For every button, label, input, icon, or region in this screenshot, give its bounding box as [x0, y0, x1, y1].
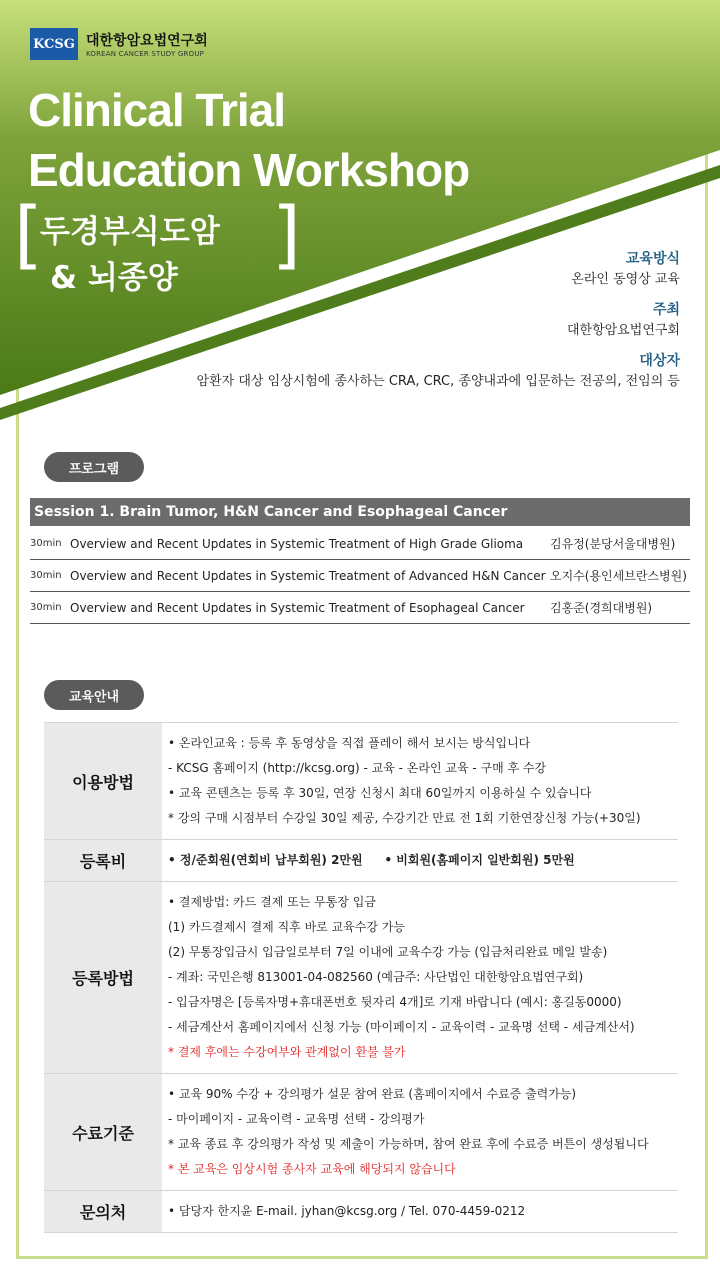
fee-member: • 정/준회원(연회비 납부회원) 2만원	[168, 853, 363, 867]
row-speaker: 김홍준(경희대병원)	[550, 601, 653, 615]
target-label: 대상자	[639, 353, 680, 369]
target-value: 암환자 대상 임상시험에 종사하는 CRA, CRC, 종양내과에 입문하는 전공의, 전임의 등	[196, 374, 680, 389]
row-time: 30min	[30, 602, 62, 613]
subtitle-line-1: 두경부식도암	[40, 214, 220, 250]
register-line-2: (1) 카드결제시 결제 직후 바로 교육수강 가능	[168, 920, 405, 934]
table-row	[30, 528, 690, 560]
program-pill: 프로그램	[44, 452, 144, 482]
row-title: Overview and Recent Updates in Systemic Treatment of High Grade Glioma	[70, 536, 524, 551]
logo-name-en: KOREAN CANCER STUDY GROUP	[86, 50, 205, 58]
subtitle-line-2: & 뇌종양	[50, 260, 178, 296]
guide-table	[44, 722, 678, 1233]
row-speaker: 김유정(분당서울대병원)	[550, 537, 676, 551]
info-block	[197, 248, 680, 401]
row-title: Overview and Recent Updates in Systemic Treatment of Advanced H&N Cancer	[70, 568, 546, 583]
host-label: 주최	[652, 302, 680, 318]
title-line-1: Clinical Trial	[28, 84, 285, 136]
table-row	[30, 560, 690, 592]
complete-line-1: • 교육 90% 수강 + 강의평가 설문 참여 완료 (홈페이지에서 수료증 출력가능)	[168, 1087, 577, 1101]
method-label: 교육방식	[625, 251, 680, 267]
row-title: Overview and Recent Updates in Systemic Treatment of Esophageal Cancer	[70, 600, 525, 615]
session-header: Session 1. Brain Tumor, H&N Cancer and Esophageal Cancer	[30, 498, 690, 526]
logo-name-ko: 대한항암요법연구회	[86, 33, 208, 49]
usage-line-1: • 온라인교육 : 등록 후 동영상을 직접 플레이 해서 보시는 방식입니다	[168, 736, 531, 750]
register-line-1: • 결제방법: 카드 결제 또는 무통장 입금	[168, 895, 376, 909]
row-speaker: 오지수(용인세브란스병원)	[550, 569, 687, 583]
complete-line-4: * 본 교육은 임상시험 종사자 교육에 해당되지 않습니다	[168, 1162, 456, 1176]
register-label: 등록방법	[44, 882, 162, 1074]
usage-line-3: • 교육 콘텐츠는 등록 후 30일, 연장 신청시 최대 60일까지 이용하실 수 있습니다	[168, 786, 592, 800]
contact-line: • 담당자 한지윤 E-mail. jyhan@kcsg.org / Tel. 070-4459-0212	[168, 1204, 526, 1218]
register-row	[44, 882, 678, 1074]
complete-row	[44, 1074, 678, 1191]
fee-label: 등록비	[44, 840, 162, 882]
register-line-3: (2) 무통장입금시 입금일로부터 7일 이내에 교육수강 가능 (입금처리완료 메일 발송)	[168, 945, 608, 959]
complete-line-3: * 교육 종료 후 강의평가 작성 및 제출이 가능하며, 참여 완료 후에 수료증 버튼이 생성됩니다	[168, 1137, 649, 1151]
kcsg-logo	[30, 28, 208, 60]
contact-label: 문의처	[44, 1191, 162, 1233]
fee-row	[44, 840, 678, 882]
usage-row	[44, 723, 678, 840]
usage-line-2: - KCSG 홈페이지 (http://kcsg.org) - 교육 - 온라인 교육 - 구매 후 수강	[168, 761, 547, 775]
register-line-6: - 세금계산서 홈페이지에서 신청 가능 (마이페이지 - 교육이력 - 교육명 선택 - 세금계산서)	[168, 1020, 635, 1034]
fee-nonmember: • 비회원(홈페이지 일반회원) 5만원	[384, 853, 575, 867]
logo-mark: KCSG	[30, 28, 78, 60]
register-line-5: - 입금자명은 [등록자명+휴대폰번호 뒷자리 4개]로 기재 바랍니다 (예시: 홍길동0000)	[168, 995, 622, 1009]
bracket-open: [	[14, 192, 43, 278]
usage-label: 이용방법	[44, 723, 162, 840]
host-value: 대한항암요법연구회	[566, 323, 680, 338]
title-line-2: Education Workshop	[28, 144, 470, 196]
complete-label: 수료기준	[44, 1074, 162, 1191]
usage-line-4: * 강의 구매 시점부터 수강일 30일 제공, 수강기간 만료 전 1회 기한연장신청 가능(+30일)	[168, 811, 641, 825]
table-row	[30, 592, 690, 624]
register-line-7: * 결제 후에는 수강여부와 관계없이 환불 불가	[168, 1045, 406, 1059]
bracket-close: ]	[272, 192, 301, 278]
row-time: 30min	[30, 538, 62, 549]
register-line-4: - 계좌: 국민은행 813001-04-082560 (예금주: 사단법인 대한항암요법연구회)	[168, 970, 584, 984]
complete-line-2: - 마이페이지 - 교육이력 - 교육명 선택 - 강의평가	[168, 1112, 425, 1126]
contact-row	[44, 1191, 678, 1233]
guide-pill: 교육안내	[44, 680, 144, 710]
page-title	[28, 80, 469, 200]
row-time: 30min	[30, 570, 62, 581]
method-value: 온라인 동영상 교육	[571, 272, 680, 287]
